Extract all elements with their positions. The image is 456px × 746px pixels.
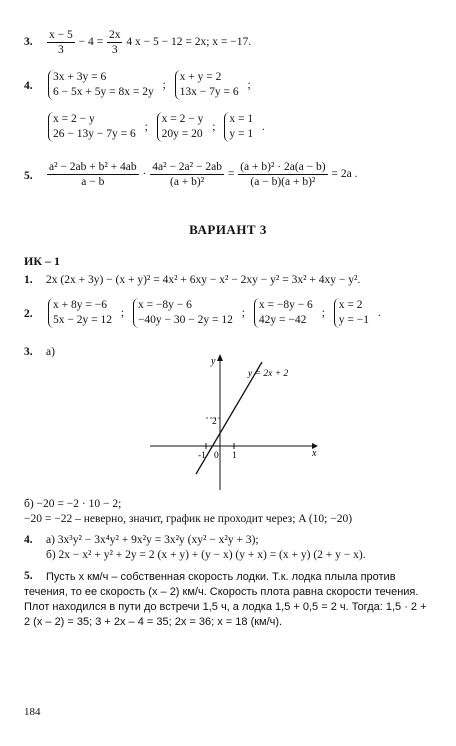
v3-problem-5-text: Пусть x км/ч – собственная скорость лодки. Т.к. лодка плыла против течения, то ее скорость (x – 2) км/ч. Скорость плота равна скорости течения. Плот находился в пути до встречи 1,5 ч, а лодка 1,5 + 0,5 = 2 ч. Тогда: 1,5 · 2 + 2 (x – 2) = 35; 3 + 2x – 4 = 35; 2x = 36; x = 18 (км/ч). — [24, 571, 427, 628]
function-graph — [150, 352, 330, 490]
tick-label-0: 0 — [214, 451, 219, 461]
fraction: $\frac{\text{(a + b)² · 2a(a − b)}}{\text{(a − b)(a + b)²}}$ — [240, 161, 326, 188]
tick-label-2: 2 — [212, 417, 217, 427]
page-number: 184 — [24, 706, 41, 718]
problem-number: 4. — [24, 534, 33, 546]
equation-system: x = 2 − y 20y = 20 — [157, 112, 204, 142]
part-a-label: а) — [46, 346, 55, 358]
problem-number: 2. — [24, 308, 33, 320]
equation-system: x = 2 y = −1 — [334, 298, 369, 328]
equation-system: x + 8y = −6 5x − 2y = 12 — [48, 298, 112, 328]
equation-system: x = −8y − 6 −40y − 30 − 2y = 12 — [133, 298, 233, 328]
fraction: $\frac{\text{a² − 2ab + b² + 4ab}}{a - b}$ — [49, 161, 137, 188]
equation-system: x = 2 − y 26 − 13y − 7y = 6 — [48, 112, 136, 142]
tick-label-1: 1 — [232, 451, 237, 461]
problem-number: 5. — [24, 570, 33, 582]
line-label: y = 2x + 2 — [248, 369, 289, 379]
problem-number: 3. — [24, 36, 33, 48]
problem-number: 4. — [24, 80, 33, 92]
equation-system: x = −8y − 6 42y = −42 — [254, 298, 313, 328]
equation-system: x = 1 y = 1 — [224, 112, 253, 142]
equation-system: x + y = 2 13x − 7y = 6 — [175, 70, 239, 100]
equation-system: 3x + 3y = 6 6 − 5x + 5y = 8x = 2y — [48, 70, 154, 100]
problem-number: 5. — [24, 170, 33, 182]
document-page: 3. $\frac{x - 5}{3}$ − 4 = $\frac{2x}{3}$ 4 x − 5 − 12 = 2x; x = −17. 4. 3x + 3y = 6 6 − 5x + 5y = 8x = 2y ; x + y = 2 13x − 7y = 6 ; x = 2 − y 26 − 13y − 7y = 6 ; x = 2 − y 20y = 20 ; x = 1 y = 1 . 5. $\frac{\text{a² − 2ab + b² + 4ab}}{a - b}$ · $\frac{\text{4a² − 2a² − 2ab}}{\text{(a + b)²}}$ = $\frac{\text{(a + b)² · 2a(a − b)}}{\text{(a − b)(a + b)²}}$ = 2a . ВАРИАНТ 3 ИК – 1 1. 2x (2x + 3y) − (x + y)² = 4x² + 6xy − x² − 2xy − y² = 3x² + 4xy − y². 2. x + 8y = −6 5x − 2y = 12 ; x = −8y − 6 −40y − 30 − 2y = 12 ; x = −8y − 6 42y = −42 ; x = 2 y = −1 . 3. а) y x y = 2x + 2 2 -1 0 1 б) −20 = −2 · 10 − 2; −20 = −22 – неверно, значит, график не проходит через; A (10; −20) 4. а) 3x³y² − 3x⁴y² + 9x²y = 3x²y (xy² − x²y + 3); б) 2x − x² + y² + 2y = 2 (x + y) + (y − x) (y + x) = (x + y) (2 + y − x). 5. Пусть x км/ч – собственная скорость лодки. Т.к. лодка плыла против течения, то ее скорость (x – 2) км/ч. Скорость плота равна скорости течения. Плот находился в пути до встречи 1,5 ч, а лодка 1,5 + 0,5 = 2 ч. Тогда: 1,5 · 2 + 2 (x – 2) = 35; 3 + 2x – 4 = 35; 2x = 36; x = 18 (км/ч). 184 — [0, 0, 456, 746]
x-axis-label: x — [312, 448, 317, 459]
variant-title: ВАРИАНТ 3 — [189, 222, 267, 237]
problem-number: 1. — [24, 274, 33, 286]
fraction: $\frac{\text{4a² − 2a² − 2ab}}{\text{(a + b)²}}$ — [152, 161, 222, 188]
fraction: $\frac{2x}{3}$ — [108, 29, 121, 56]
section-title: ИК – 1 — [24, 254, 61, 268]
problem-number: 3. — [24, 346, 33, 358]
tick-label-neg1: -1 — [198, 451, 206, 461]
fraction: $\frac{x - 5}{3}$ — [49, 29, 73, 56]
y-axis-label: y — [211, 356, 216, 367]
y-axis-arrow — [217, 354, 223, 361]
